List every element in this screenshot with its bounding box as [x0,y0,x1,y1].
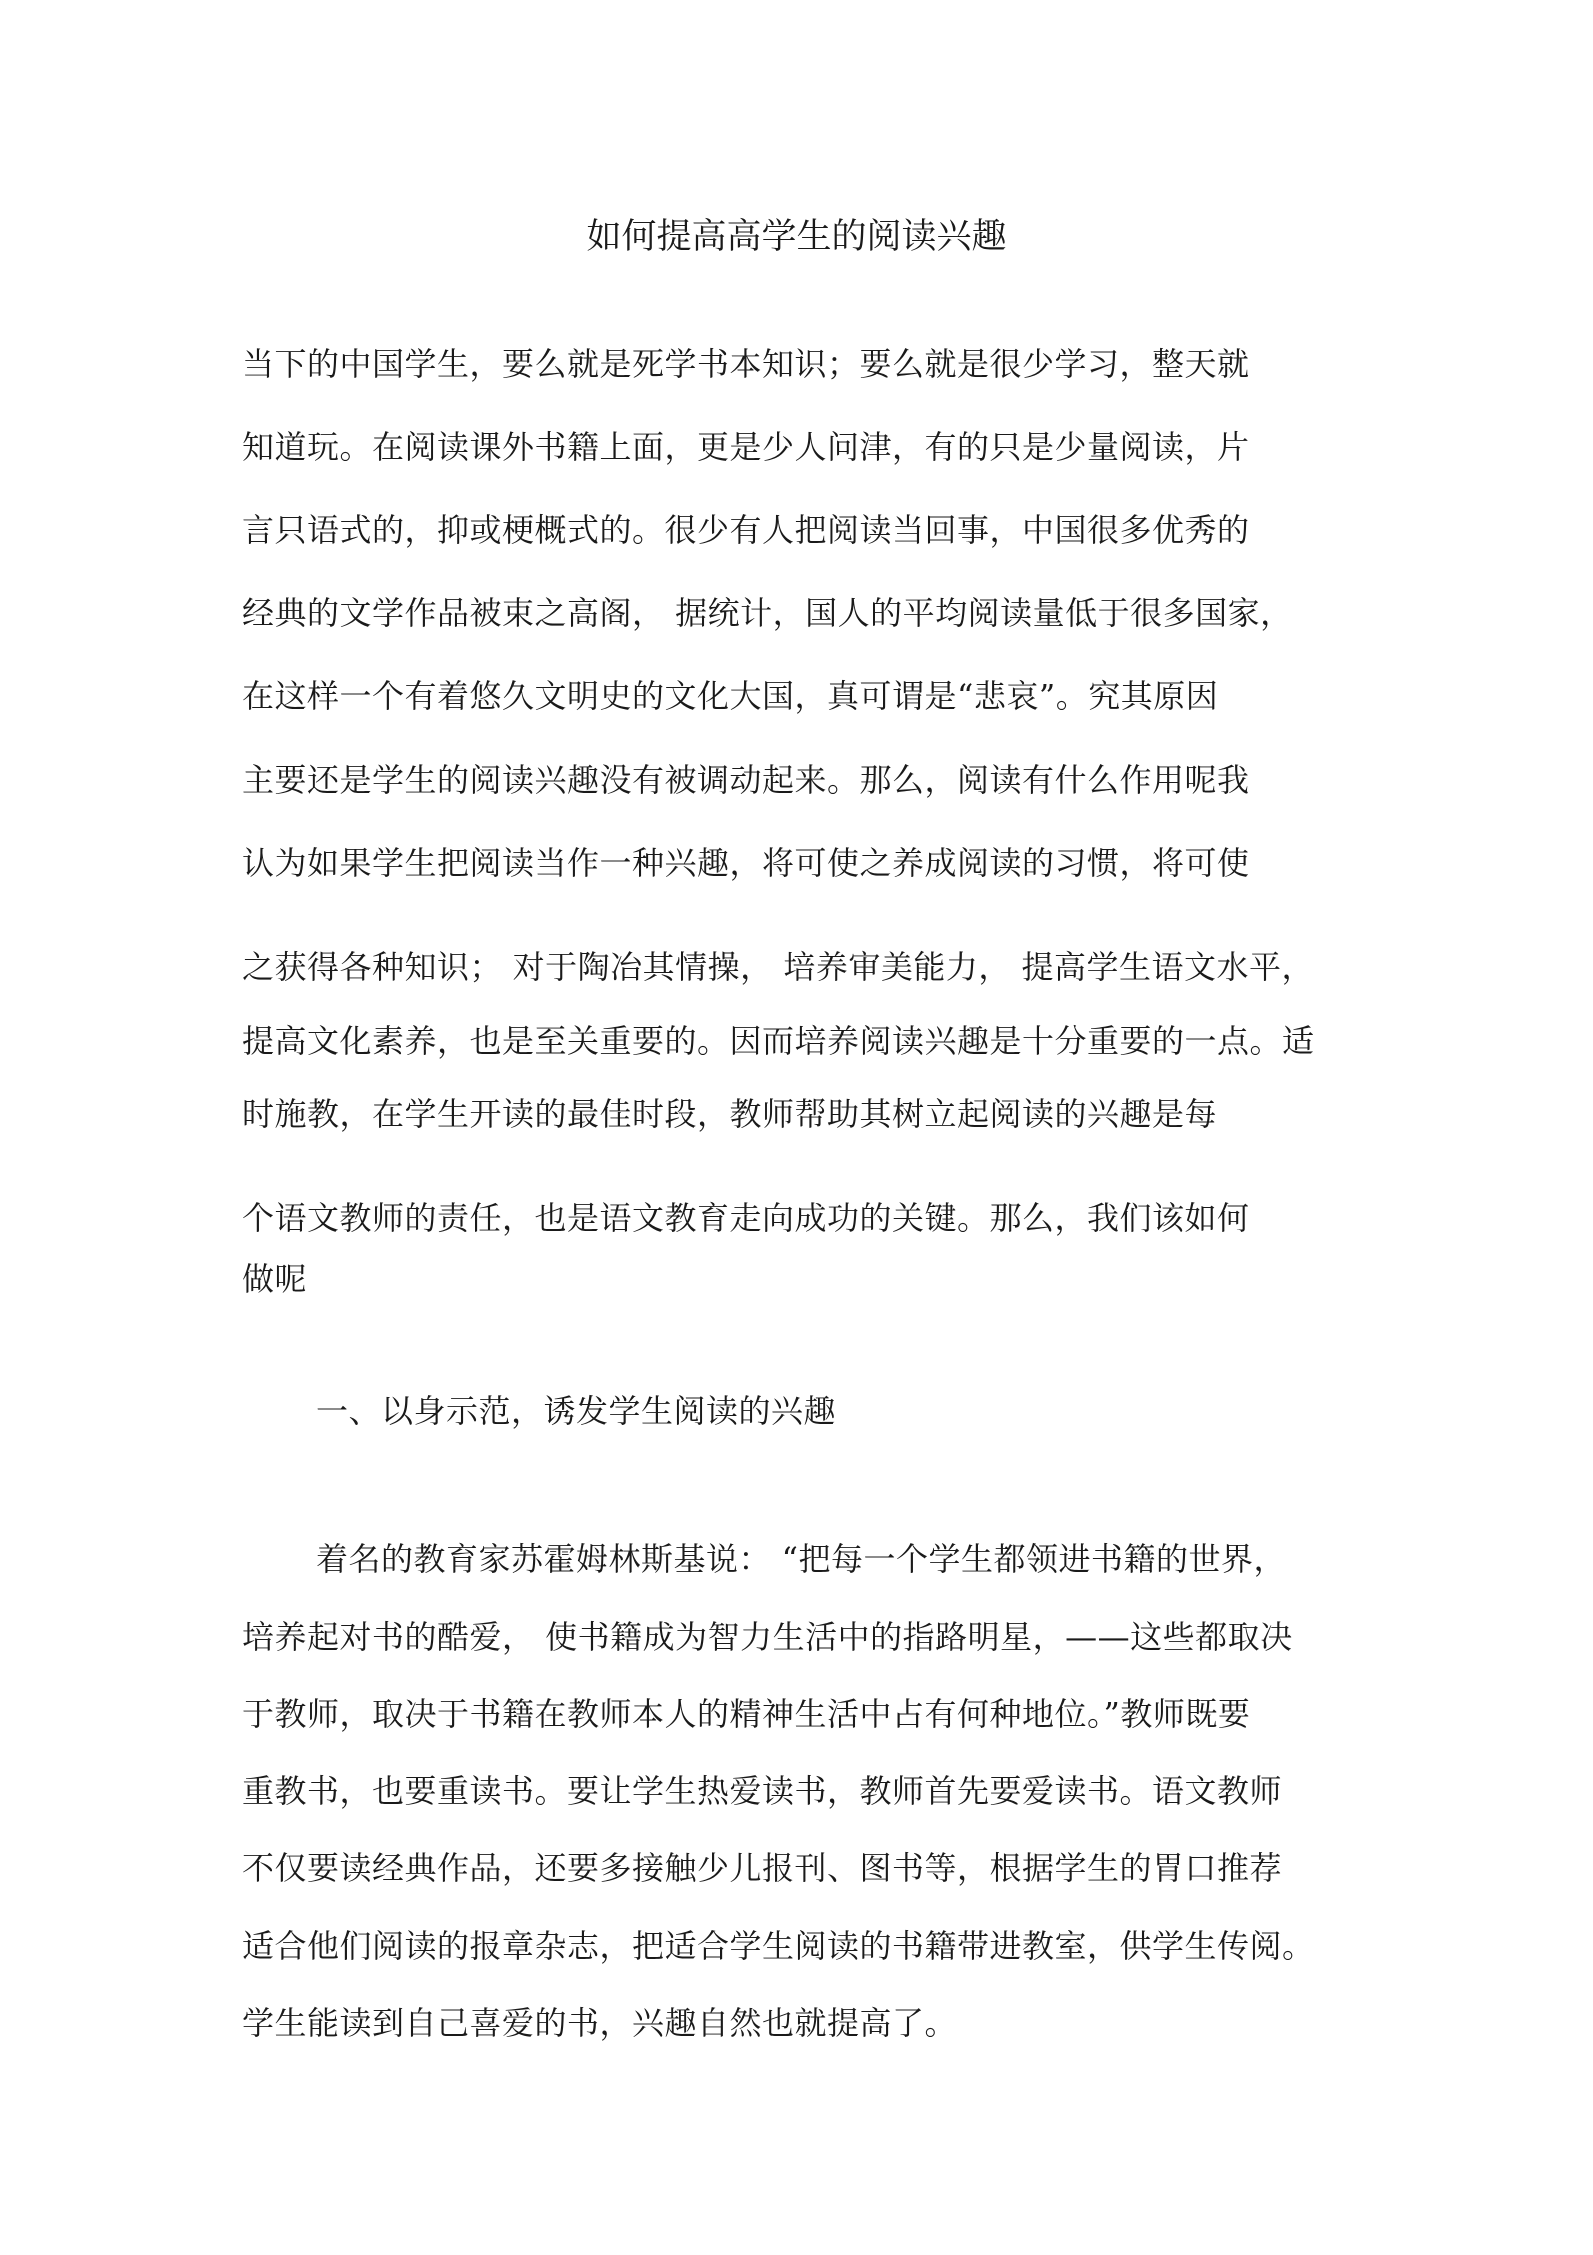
intro-line: 做呢 [242,1260,308,1298]
section-line: 学生能读到自己喜爱的书，兴趣自然也就提高了。 [242,2004,958,2042]
section-line: 着名的教育家苏霍姆林斯基说： “把每一个学生都领进书籍的世界， [316,1540,1287,1578]
intro-line: 在这样一个有着悠久文明史的文化大国，真可谓是“悲哀”。究其原因 [242,677,1219,715]
section-line: 培养起对书的酷爱， 使书籍成为智力生活中的指路明星，——这些都取决 [242,1618,1293,1656]
section-line: 不仅要读经典作品，还要多接触少儿报刊、图书等，根据学生的胃口推荐 [242,1849,1283,1887]
section-line: 适合他们阅读的报章杂志，把适合学生阅读的书籍带进教室，供学生传阅。 [242,1927,1315,1965]
intro-line: 提高文化素养，也是至关重要的。因而培养阅读兴趣是十分重要的一点。适 [242,1022,1315,1060]
intro-line: 时施教，在学生开读的最佳时段，教师帮助其树立起阅读的兴趣是每 [242,1095,1218,1133]
intro-line: 主要还是学生的阅读兴趣没有被调动起来。那么，阅读有什么作用呢我 [242,761,1250,799]
section-line: 于教师，取决于书籍在教师本人的精神生活中占有何种地位。”教师既要 [242,1695,1251,1733]
intro-line: 个语文教师的责任，也是语文教育走向成功的关键。那么，我们该如何 [242,1199,1250,1237]
intro-line: 认为如果学生把阅读当作一种兴趣，将可使之养成阅读的习惯，将可使 [242,844,1250,882]
intro-line: 之获得各种知识； 对于陶冶其情操， 培养审美能力， 提高学生语文水平， [242,948,1315,986]
intro-line: 当下的中国学生，要么就是死学书本知识；要么就是很少学习，整天就 [242,345,1250,383]
document-title: 如何提高高学生的阅读兴趣 [586,217,1007,257]
section-line: 重教书，也要重读书。要让学生热爱读书，教师首先要爱读书。语文教师 [242,1772,1283,1810]
section-heading: 一、以身示范，诱发学生阅读的兴趣 [316,1392,837,1430]
intro-line: 言只语式的，抑或梗概式的。很少有人把阅读当回事，中国很多优秀的 [242,511,1250,549]
intro-line: 知道玩。在阅读课外书籍上面，更是少人问津，有的只是少量阅读，片 [242,428,1250,466]
intro-line: 经典的文学作品被束之高阁， 据统计，国人的平均阅读量低于很多国家， [242,594,1293,632]
